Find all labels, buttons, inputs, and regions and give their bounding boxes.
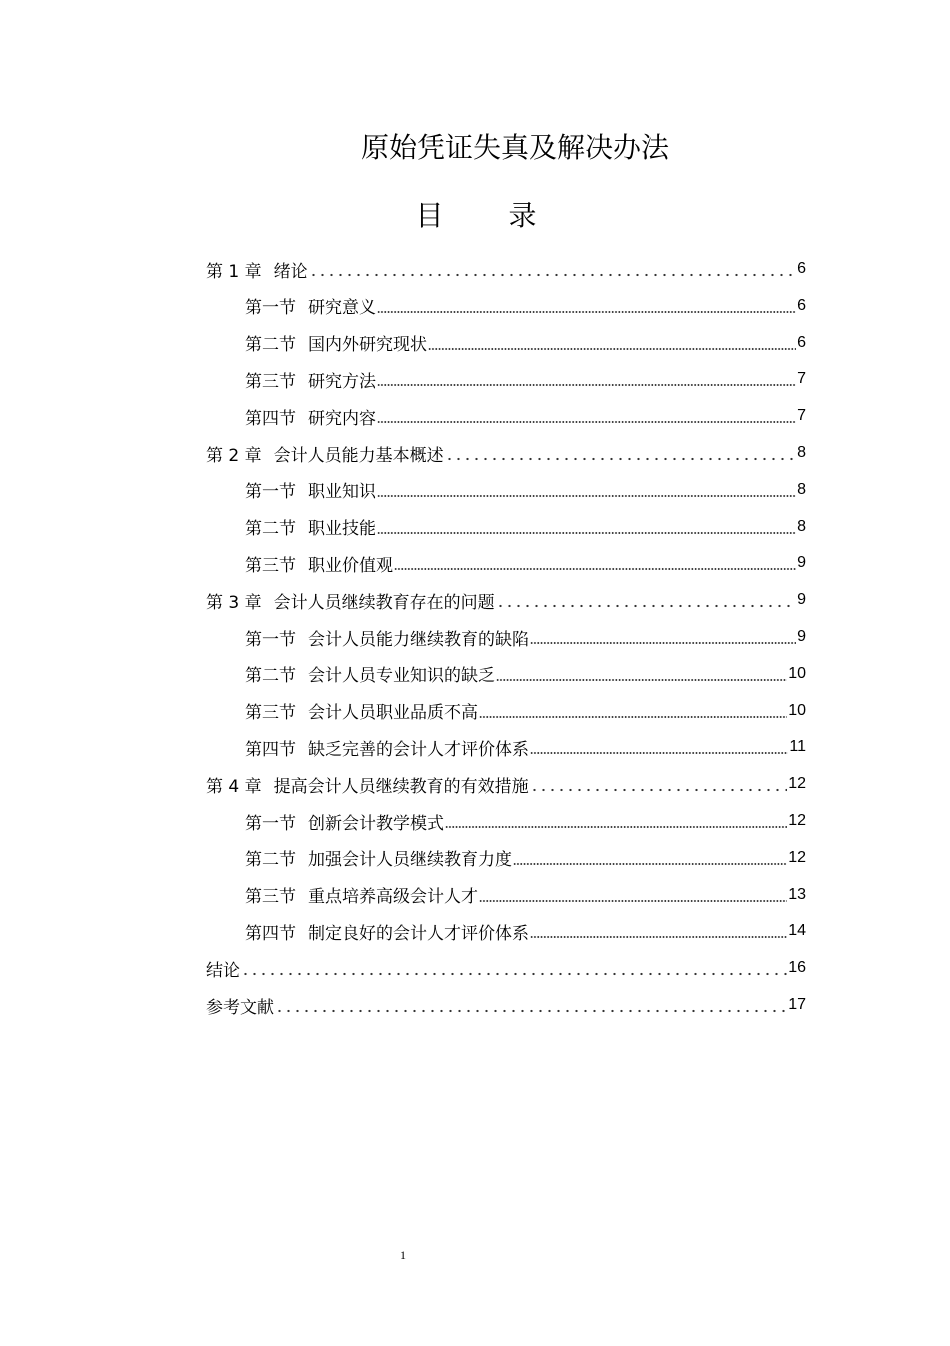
toc-entry-title: 职业价值观: [308, 555, 393, 576]
toc-entry-page: 12: [788, 775, 806, 793]
page-number: 1: [400, 1248, 406, 1262]
toc-entry-title: 重点培养高级会计人才: [308, 887, 478, 908]
toc-entry-page: 8: [797, 517, 806, 535]
toc-entry-page: 6: [797, 296, 806, 314]
toc-entry-title: 研究方法: [308, 371, 376, 392]
toc-section-entry[interactable]: [245, 510, 806, 544]
toc-entry-number: 第一节: [245, 629, 296, 650]
toc-section-entry[interactable]: [245, 841, 806, 875]
document-title: 原始凭证失真及解决办法: [360, 131, 669, 164]
toc-entry-title: 国内外研究现状: [308, 335, 427, 356]
toc-entry-title: 会计人员能力继续教育的缺陷: [308, 629, 529, 650]
toc-dot-leader: [496, 664, 787, 684]
toc-dot-leader: [513, 848, 787, 868]
toc-section-entry[interactable]: [245, 878, 806, 912]
toc-entry-number: 第三节: [245, 703, 296, 724]
toc-entry-page: 9: [797, 554, 806, 572]
toc-section-entry[interactable]: [245, 399, 806, 433]
toc-entry-title: 缺乏完善的会计人才评价体系: [308, 739, 529, 760]
toc-section-entry[interactable]: [245, 657, 806, 691]
toc-dot-leader: [530, 627, 796, 647]
toc-chapter-entry[interactable]: [206, 951, 806, 985]
toc-section-entry[interactable]: [245, 914, 806, 948]
toc-section-entry[interactable]: [245, 694, 806, 728]
toc-entry-page: 16: [788, 959, 806, 977]
toc-dot-leader: [275, 995, 787, 1015]
toc-entry-title: 职业技能: [308, 519, 376, 540]
toc-dot-leader: [377, 406, 796, 426]
toc-entry-title: 提高会计人员继续教育的有效措施: [273, 776, 529, 797]
toc-entry-number: 第一节: [245, 813, 296, 834]
toc-entry-title: 会计人员继续教育存在的问题: [273, 592, 495, 613]
toc-entry-page: 11: [789, 738, 806, 756]
toc-chapter-entry[interactable]: [206, 252, 806, 286]
toc-chapter-entry[interactable]: [206, 436, 806, 470]
toc-dot-leader: [377, 517, 796, 537]
toc-entry-page: 6: [797, 260, 806, 277]
toc-chapter-entry[interactable]: [206, 988, 806, 1022]
toc-entry-number: 第二节: [245, 850, 296, 871]
toc-entry-page: 7: [797, 407, 806, 425]
toc-entry-title: 创新会计教学模式: [308, 813, 444, 834]
toc-dot-leader: [445, 811, 787, 831]
toc-entry-number: 第 3 章: [206, 592, 262, 613]
toc-chapter-entry[interactable]: [206, 583, 806, 617]
toc-entry-page: 7: [797, 370, 806, 388]
toc-entry-page: 17: [788, 996, 806, 1013]
toc-entry-number: 第三节: [245, 555, 296, 576]
toc-section-entry[interactable]: [245, 473, 806, 507]
toc-dot-leader: [496, 590, 796, 610]
toc-entry-page: 9: [797, 628, 806, 645]
toc-dot-leader: [428, 333, 796, 353]
toc-entry-number: 第 1 章: [206, 261, 262, 282]
toc-dot-leader: [377, 296, 796, 316]
toc-entry-title: 结论: [206, 960, 240, 981]
toc-entry-page: 8: [797, 480, 806, 498]
toc-entry-page: 13: [788, 885, 806, 903]
toc-entry-title: 参考文献: [206, 997, 274, 1018]
toc-entry-title: 加强会计人员继续教育力度: [308, 850, 512, 871]
toc-entry-title: 制定良好的会计人才评价体系: [308, 923, 529, 944]
toc-chapter-entry[interactable]: [206, 767, 806, 801]
toc-dot-leader: [530, 737, 788, 757]
toc-entry-number: 第二节: [245, 666, 296, 687]
toc-entry-page: 8: [797, 444, 806, 461]
toc-entry-page: 12: [788, 812, 806, 829]
toc-entry-number: 第四节: [245, 739, 296, 760]
toc-entry-page: 6: [797, 333, 806, 351]
toc-dot-leader: [241, 958, 787, 978]
toc-entry-number: 第二节: [245, 335, 296, 356]
toc-dot-leader: [394, 553, 796, 573]
toc-entry-title: 研究内容: [308, 408, 376, 429]
toc-section-entry[interactable]: [245, 620, 806, 654]
toc-dot-leader: [377, 369, 796, 389]
toc-entry-title: 职业知识: [308, 482, 376, 503]
toc-entry-title: 会计人员职业品质不高: [308, 703, 478, 724]
toc-dot-leader: [479, 701, 787, 721]
toc-entry-number: 第四节: [245, 923, 296, 944]
toc-section-entry[interactable]: [245, 546, 806, 580]
toc-section-entry[interactable]: [245, 730, 806, 764]
toc-entry-number: 第一节: [245, 482, 296, 503]
toc-dot-leader: [445, 443, 796, 463]
toc-entry-page: 10: [788, 664, 806, 682]
toc-entry-number: 第一节: [245, 298, 296, 319]
toc-entry-page: 10: [788, 701, 806, 719]
toc-dot-leader: [530, 774, 788, 794]
toc-section-entry[interactable]: [245, 362, 806, 396]
toc-entry-page: 14: [788, 922, 806, 940]
toc-entry-page: 12: [788, 848, 806, 866]
toc-dot-leader: [530, 921, 787, 941]
toc-section-entry[interactable]: [245, 804, 806, 838]
toc-dot-leader: [479, 885, 787, 905]
toc-entry-number: 第二节: [245, 519, 296, 540]
toc-entry-number: 第三节: [245, 371, 296, 392]
toc-dot-leader: [309, 259, 796, 279]
toc-entry-number: 第四节: [245, 408, 296, 429]
toc-entry-title: 会计人员专业知识的缺乏: [308, 666, 495, 687]
toc-entry-number: 第 2 章: [206, 445, 262, 466]
toc-entry-number: 第 4 章: [206, 776, 262, 797]
toc-dot-leader: [377, 480, 796, 500]
toc-entry-title: 绪论: [273, 261, 308, 282]
toc-entry-page: 9: [797, 591, 806, 609]
toc-heading: 目 录: [415, 199, 565, 232]
toc-entry-number: 第三节: [245, 887, 296, 908]
toc-section-entry[interactable]: [245, 326, 806, 360]
toc-section-entry[interactable]: [245, 289, 806, 323]
toc-entry-title: 会计人员能力基本概述: [273, 445, 444, 466]
toc-entry-title: 研究意义: [308, 298, 376, 319]
